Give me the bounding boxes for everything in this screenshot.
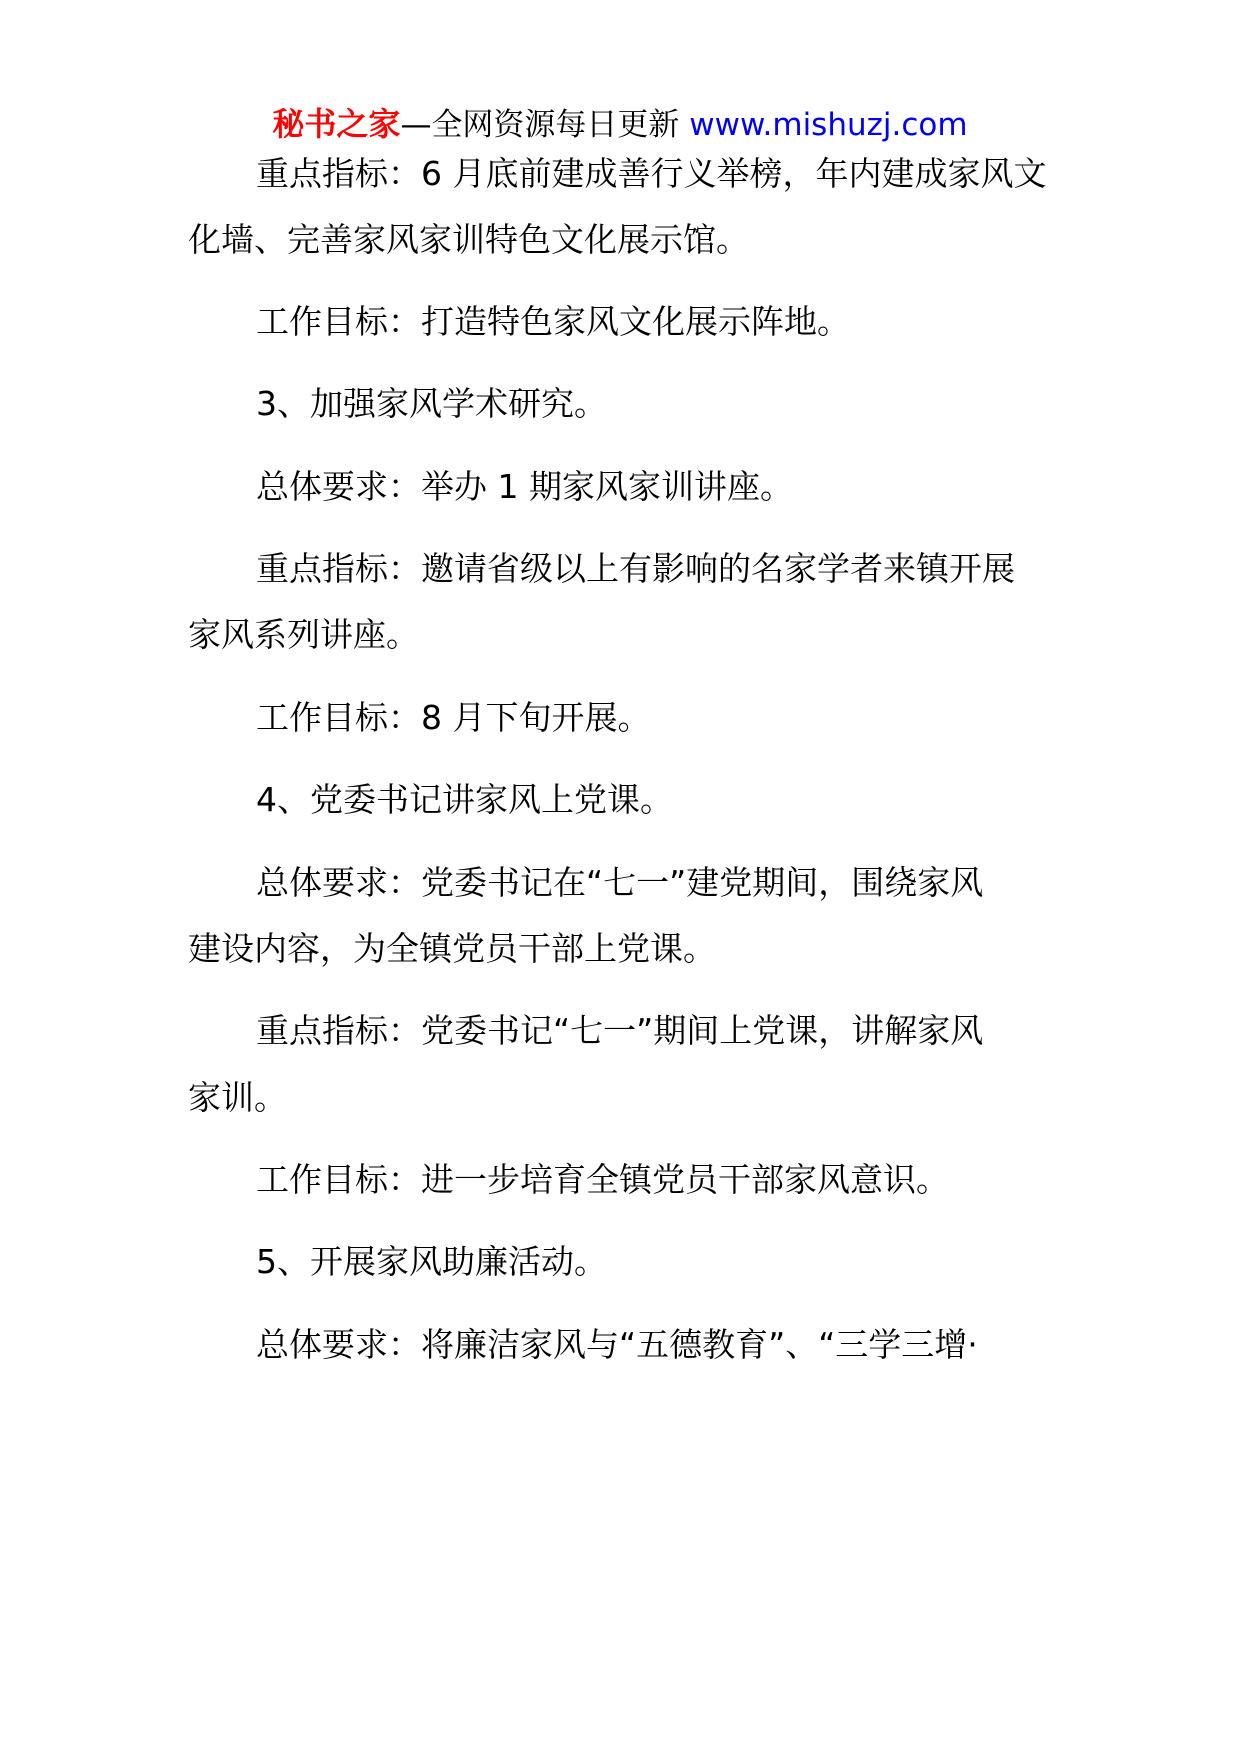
paragraph-line: 重点指标：党委书记“七一”期间上党课，讲解家风 <box>256 1011 984 1050</box>
site-url-link[interactable]: www.mishuzj.com <box>689 107 968 143</box>
section-heading: 4、党委书记讲家风上党课。 <box>256 780 673 819</box>
paragraph-line: 化墙、完善家风家训特色文化展示馆。 <box>188 220 749 259</box>
paragraph-line: 总体要求：党委书记在“七一”建党期间，围绕家风 <box>256 863 984 902</box>
paragraph-line: 重点指标：邀请省级以上有影响的名家学者来镇开展 <box>256 549 1015 588</box>
site-tagline: —全网资源每日更新 <box>400 107 690 143</box>
site-header <box>0 102 1240 147</box>
paragraph-line: 建设内容，为全镇党员干部上党课。 <box>188 929 716 968</box>
paragraph-line: 总体要求：举办 1 期家风家训讲座。 <box>256 467 793 506</box>
site-brand: 秘书之家 <box>272 105 401 143</box>
paragraph-line: 总体要求：将廉洁家风与“五德教育”、“三学三增· <box>256 1325 978 1364</box>
paragraph-line: 工作目标：打造特色家风文化展示阵地。 <box>256 302 850 341</box>
paragraph-line: 家风系列讲座。 <box>188 615 419 654</box>
section-heading: 3、加强家风学术研究。 <box>256 384 607 423</box>
paragraph-line: 工作目标：8 月下旬开展。 <box>256 698 651 737</box>
section-heading: 5、开展家风助廉活动。 <box>256 1242 607 1281</box>
paragraph-line: 家训。 <box>188 1078 287 1117</box>
paragraph-line: 工作目标：进一步培育全镇党员干部家风意识。 <box>256 1160 949 1199</box>
paragraph-line: 重点指标：6 月底前建成善行义举榜，年内建成家风文 <box>256 154 1047 193</box>
